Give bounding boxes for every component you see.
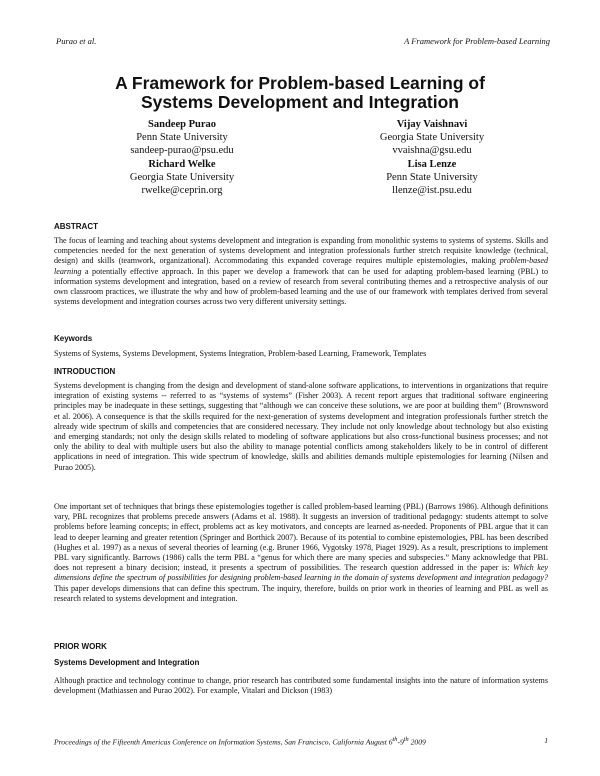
footer-text: -9 (397, 737, 404, 747)
abstract-text-part: The focus of learning and teaching about systems development and integration is expanding from monolithic systems to systems of systems. Skills and competencies needed for the next generation of systems development and integration professionals further stretch requisite knowledge (technical, design) and skills (teamwork, organizational). Accommodating this expanded coverage requires multiple epistemologies, making (54, 236, 548, 266)
author-email: sandeep-purao@psu.edu (130, 145, 234, 156)
footer-proceedings (54, 736, 426, 747)
prior-work-subheading: Systems Development and Integration (54, 658, 200, 667)
footer-superscript: th (403, 736, 409, 743)
abstract-text-emphasis: problem-based learning (54, 256, 548, 276)
author-name: Vijay Vaishnavi (396, 119, 468, 130)
running-header-authors: Purao et al. (56, 36, 97, 46)
research-question: Which key dimensions define the spectrum of possibilities for designing problem-based learning in the domain of systems development and integration pedagogy? (54, 563, 549, 583)
author-block-vaishnavi (322, 118, 542, 157)
abstract-text (54, 236, 548, 307)
author-name: Lisa Lenze (407, 159, 457, 170)
paper-title (60, 74, 540, 112)
footer-text: Proceedings of the Fifteenth Americas Conference on Information Systems, San Francisco, California August 6 (54, 737, 393, 747)
author-affiliation: Penn State University (136, 132, 228, 143)
author-name: Richard Welke (148, 159, 216, 170)
prior-work-heading: PRIOR WORK (54, 642, 107, 651)
author-block-welke (72, 158, 292, 197)
prior-work-paragraph: Although practice and technology continue to change, prior research has contributed some fundamental insights into the nature of information systems development (Mathiassen and Purao 2002). For example, Vitalari and Dickson (1983) (54, 676, 548, 696)
paragraph-text-part: One important set of techniques that brings these epistemologies together is called problem-based learning (PBL) (Barrows 1986). Although definitions vary, PBL recognizes that problems precede answers (Adams et al. 1988). It suggests an inversion of traditional pedagogy: students attempt to solve problems before learning concepts; in effect, problems act as key motivators, and concepts are learned as-needed. Proponents of PBL argue that it can lead to deeper learning and greater retention (Springer and Borthick 2007). Because of its potential to combine epistemologies, PBL has been described (Hughes et al. 1997) as a nexus of several theories of learning (e.g. Bruner 1966, Vygotsky 1978, Piaget 1929). As a result, prescriptions to implement PBL vary significantly. Barrows (1986) calls the term PBL a “genus for which there are many species and subspecies.” Many acknowledge that PBL does not represent a binary decision; instead, it presents a spectrum of possibilities. The research question addressed in the paper is: (54, 502, 548, 573)
introduction-paragraph-2 (54, 502, 548, 604)
abstract-text-part: a potentially effective approach. In this paper we develop a framework that can be used for adapting problem-based learning (PBL) to information systems development and integration, based on a review of research from several contributing themes and a retrospective analysis of our own classroom practices, we illustrate the why and how of problem-based learning and the use of our framework with templates derived from several systems development and integration courses across two very different university settings. (54, 266, 548, 307)
title-line-2: Systems Development and Integration (141, 92, 459, 112)
keywords-heading: Keywords (54, 334, 93, 343)
title-line-1: A Framework for Problem-based Learning of (115, 73, 485, 93)
introduction-paragraph-1: Systems development is changing from the design and development of stand-alone software applications, to interventions in organizations that require integration of existing systems -- referred to as “systems of systems” (Fisher 2003). A recent report argues that traditional software engineering principles may be inadequate in these settings, suggesting that “although we can conceive these solutions, we are poor at building them” (Brownsword et al. 2006). A consequence is that the skills required for the next-generation of systems development and integration professionals further stretch the already wide spectrum of skills and competencies that are considered necessary. They include not only knowledge about technology but also existing and emerging standards; not only the design skills related to modeling of software applications but also cross-functional business processes; and not only the ability to deal with multiple users but also the ability to manage potential conflicts among stakeholders likely to be in control of different applications in need of integration. This wide spectrum of knowledge, skills and abilities demands multiple epistemologies for learning (Nilsen and Purao 2005). (54, 381, 548, 472)
running-header-title: A Framework for Problem-based Learning (404, 36, 550, 46)
author-block-lenze (322, 158, 542, 197)
footer-superscript: th (392, 736, 398, 743)
author-affiliation: Georgia State University (129, 172, 235, 183)
author-email: rwelke@ceprin.org (141, 185, 223, 196)
author-block-purao (72, 118, 292, 157)
author-affiliation: Georgia State University (379, 132, 485, 143)
keywords-text: Systems of Systems, Systems Development, Systems Integration, Problem-based Learning, Framework, Templates (54, 349, 427, 358)
author-email: llenze@ist.psu.edu (392, 185, 472, 196)
author-email: vvaishna@gsu.edu (392, 145, 472, 156)
footer-text: 2009 (408, 737, 426, 747)
paragraph-text-part: This paper develops dimensions that can define this spectrum. The inquiry, therefore, builds on prior work in theories of learning and PBL as well as research related to systems development and integration. (54, 583, 548, 603)
page-number: 1 (544, 736, 548, 745)
author-name: Sandeep Purao (148, 119, 216, 130)
introduction-heading: INTRODUCTION (54, 367, 116, 376)
author-affiliation: Penn State University (386, 172, 478, 183)
abstract-heading: ABSTRACT (54, 222, 98, 231)
